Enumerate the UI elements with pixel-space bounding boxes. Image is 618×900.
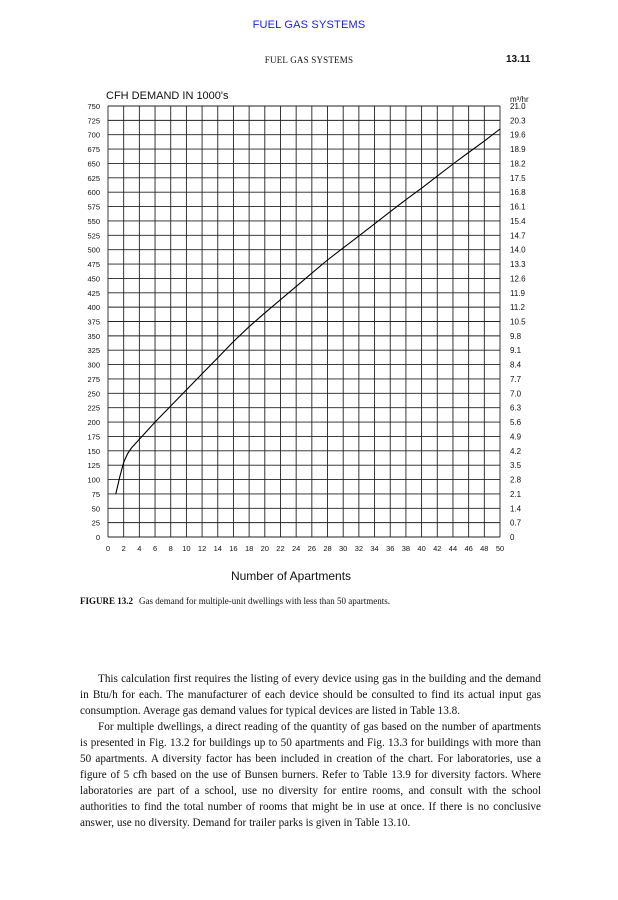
x-tick-label: 12 bbox=[197, 544, 207, 553]
body-paragraph: This calculation first requires the listing of every device using gas in the building and the demand in Btu/h for each. The manufacturer of each device should be consulted to find its actual input gas consumption. Average gas demand values for typical devices are listed in Table 13.8. bbox=[80, 673, 541, 717]
y-tick-label-right: 19.6 bbox=[510, 130, 526, 140]
y-tick-label: 200 bbox=[87, 418, 100, 428]
right-axis-unit-label: m³/hr bbox=[510, 95, 529, 104]
gas-demand-line bbox=[116, 129, 500, 494]
x-tick-label: 28 bbox=[323, 544, 332, 553]
x-tick-label: 30 bbox=[339, 544, 348, 553]
y-tick-label-right: 17.5 bbox=[510, 173, 526, 183]
x-tick-label: 4 bbox=[137, 544, 142, 553]
y-tick-label-right: 10.5 bbox=[510, 317, 526, 327]
y-tick-label: 225 bbox=[87, 403, 100, 413]
y-tick-label-right: 12.6 bbox=[510, 274, 526, 284]
y-tick-label: 50 bbox=[91, 504, 100, 514]
x-tick-label: 46 bbox=[464, 544, 473, 553]
y-tick-label-right: 11.9 bbox=[510, 288, 525, 298]
body-paragraph: For multiple dwellings, a direct reading of the quantity of gas based on the number of apartments is presented in Fig. 13.2 for buildings up to 50 apartments and Fig. 13.3 for buildings with more than 50 apartments. A diversity factor has been included in creation of the chart. For laboratories, use a figure of 5 cfh based on the use of Bunsen burners. Refer to Table 13.9 for diversity factors. Where laboratories are part of a school, use no diversity for entire rooms, and consult with the school authorities to find the total number of rooms that might be in use at once. If there is no conclusive answer, use no diversity. Demand for trailer parks is given in Table 13.10. bbox=[80, 721, 541, 829]
x-tick-label: 42 bbox=[433, 544, 442, 553]
y-tick-label-right: 6.3 bbox=[510, 403, 522, 413]
x-tick-label: 24 bbox=[291, 544, 301, 553]
y-tick-label-right: 2.8 bbox=[510, 475, 522, 485]
y-tick-label-right: 0 bbox=[510, 533, 515, 542]
y-tick-label: 700 bbox=[87, 130, 100, 140]
y-tick-label-right: 16.8 bbox=[510, 188, 526, 198]
y-tick-label-right: 18.9 bbox=[510, 145, 526, 155]
y-tick-label: 750 bbox=[87, 102, 100, 111]
y-tick-label-right: 4.9 bbox=[510, 432, 522, 442]
figure-caption-text: Gas demand for multiple-unit dwellings with less than 50 apartments. bbox=[139, 596, 390, 606]
x-tick-label: 22 bbox=[276, 544, 285, 553]
y-tick-label: 675 bbox=[87, 145, 100, 155]
y-tick-label-right: 1.4 bbox=[510, 504, 522, 514]
y-tick-label-right: 18.2 bbox=[510, 159, 526, 169]
x-tick-label: 26 bbox=[307, 544, 317, 553]
body-text bbox=[80, 671, 541, 831]
y-tick-label: 600 bbox=[87, 188, 100, 198]
x-axis-label: Number of Apartments bbox=[230, 569, 352, 583]
x-tick-label: 36 bbox=[386, 544, 395, 553]
gas-demand-chart bbox=[70, 80, 550, 590]
running-head: FUEL GAS SYSTEMS bbox=[252, 19, 366, 31]
y-tick-label-right: 2.1 bbox=[510, 489, 522, 499]
x-tick-label: 32 bbox=[354, 544, 364, 553]
y-tick-label: 150 bbox=[87, 446, 100, 456]
y-axis-ticks-right bbox=[510, 102, 526, 542]
y-tick-label: 0 bbox=[95, 533, 100, 542]
y-tick-label: 25 bbox=[91, 518, 100, 528]
y-tick-label-right: 20.3 bbox=[510, 116, 526, 126]
y-axis-ticks bbox=[87, 102, 100, 542]
x-tick-label: 8 bbox=[168, 544, 173, 553]
x-tick-label: 48 bbox=[480, 544, 489, 553]
figure-caption bbox=[80, 596, 550, 606]
x-tick-label: 20 bbox=[260, 544, 269, 553]
y-tick-label-right: 14.7 bbox=[510, 231, 526, 241]
y-tick-label-right: 9.1 bbox=[510, 346, 522, 356]
y-tick-label-right: 16.1 bbox=[510, 202, 526, 212]
y-tick-label-right: 4.2 bbox=[510, 446, 522, 456]
page-header-title: FUEL GAS SYSTEMS bbox=[264, 55, 354, 65]
y-tick-label: 525 bbox=[87, 231, 100, 241]
y-tick-label: 250 bbox=[87, 389, 100, 399]
y-tick-label: 475 bbox=[87, 260, 100, 270]
y-tick-label: 300 bbox=[87, 360, 100, 370]
y-tick-label-right: 8.4 bbox=[510, 360, 522, 370]
x-axis-ticks bbox=[106, 544, 504, 553]
x-tick-label: 0 bbox=[105, 544, 111, 553]
y-tick-label-right: 7.0 bbox=[510, 389, 522, 399]
y-tick-label: 450 bbox=[87, 274, 100, 284]
y-tick-label: 325 bbox=[87, 346, 100, 356]
y-tick-label: 625 bbox=[87, 173, 100, 183]
y-tick-label: 500 bbox=[87, 245, 100, 255]
y-tick-label: 550 bbox=[87, 216, 100, 226]
y-tick-label-right: 14.0 bbox=[510, 245, 526, 255]
x-tick-label: 34 bbox=[370, 544, 379, 553]
chart-title: CFH DEMAND IN 1000's bbox=[106, 90, 229, 102]
y-tick-label-right: 3.5 bbox=[510, 461, 522, 471]
y-tick-label: 275 bbox=[87, 374, 100, 384]
y-tick-label: 125 bbox=[87, 461, 100, 471]
y-tick-label: 350 bbox=[87, 331, 100, 341]
x-tick-label: 44 bbox=[448, 544, 458, 553]
x-tick-label: 2 bbox=[121, 544, 126, 553]
y-tick-label-right: 15.4 bbox=[510, 216, 526, 226]
y-tick-label: 175 bbox=[87, 432, 100, 442]
x-tick-label: 50 bbox=[495, 544, 505, 553]
y-tick-label: 375 bbox=[87, 317, 100, 327]
x-tick-label: 18 bbox=[244, 544, 254, 553]
y-tick-label-right: 9.8 bbox=[510, 331, 522, 341]
chart-series bbox=[116, 129, 500, 494]
figure-label: FIGURE 13.2 bbox=[80, 596, 134, 606]
y-tick-label-right: 0.7 bbox=[510, 518, 522, 528]
x-tick-label: 6 bbox=[152, 544, 158, 553]
chart-grid bbox=[108, 106, 500, 537]
y-tick-label-right: 11.2 bbox=[510, 303, 525, 313]
x-tick-label: 16 bbox=[229, 544, 238, 553]
x-tick-label: 14 bbox=[213, 544, 222, 553]
y-tick-label: 75 bbox=[91, 489, 100, 499]
y-tick-label: 400 bbox=[87, 303, 100, 313]
y-tick-label-right: 21.0 bbox=[510, 102, 526, 111]
x-tick-label: 38 bbox=[401, 544, 411, 553]
x-tick-label: 10 bbox=[182, 544, 191, 553]
x-tick-label: 40 bbox=[417, 544, 426, 553]
y-tick-label: 100 bbox=[87, 475, 100, 485]
y-tick-label: 575 bbox=[87, 202, 100, 212]
y-tick-label-right: 5.6 bbox=[510, 418, 522, 428]
y-tick-label: 725 bbox=[87, 116, 100, 126]
y-tick-label-right: 13.3 bbox=[510, 260, 526, 270]
y-tick-label: 650 bbox=[87, 159, 100, 169]
y-tick-label: 425 bbox=[87, 288, 100, 298]
page-number: 13.11 bbox=[506, 54, 531, 65]
y-tick-label-right: 7.7 bbox=[510, 374, 522, 384]
